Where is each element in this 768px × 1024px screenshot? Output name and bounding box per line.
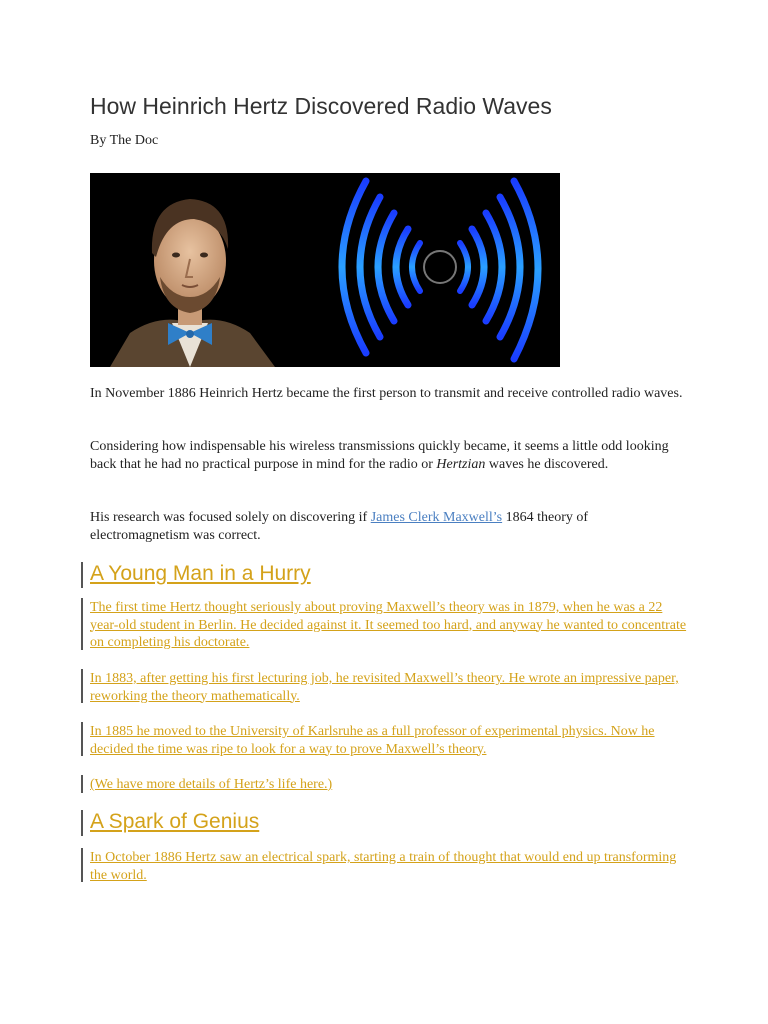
- hertzian-emphasis: Hertzian: [436, 456, 486, 472]
- heading-marker: [81, 810, 83, 836]
- paragraph-marker: [81, 598, 83, 650]
- radio-waves-icon: [342, 181, 538, 359]
- article-title: How Heinrich Hertz Discovered Radio Waves: [90, 93, 552, 119]
- section1-paragraph-1[interactable]: The first time Hertz thought seriously about proving Maxwell’s theory was in 1879, when he was a 22 year-old student in Berlin. He decided against it. It seemed too hard, and anyway he wanted to concentrate on completing his doctorate.: [90, 600, 687, 650]
- paragraph-marker: [81, 775, 83, 793]
- section2-paragraph-1[interactable]: In October 1886 Hertz saw an electrical spark, starting a train of thought that would end up transforming the world.: [90, 850, 677, 883]
- heinrich-hertz-portrait-icon: [110, 199, 275, 367]
- maxwell-link[interactable]: James Clerk Maxwell’s: [370, 510, 503, 525]
- paragraph-marker: [81, 848, 83, 882]
- section1-paragraph-3[interactable]: In 1885 he moved to the University of Karlsruhe as a full professor of experimental physics. Now he decided the time was ripe to look for a way to prove Maxwell’s theory.: [90, 724, 655, 757]
- section-heading-young-man: A Young Man in a Hurry: [90, 562, 311, 585]
- heading-marker: [81, 562, 83, 588]
- intro-paragraph-2: Considering how indispensable his wireless transmissions quickly became, it seems a little odd looking back that he had no practical purpose in mind for the radio or Hertzian waves he discovered.: [90, 439, 669, 472]
- intro-paragraph-3: His research was focused solely on discovering if James Clerk Maxwell’s 1864 theory of electromagnetism was correct.: [90, 510, 589, 543]
- section1-paragraph-2[interactable]: In 1883, after getting his first lecturing job, he revisited Maxwell’s theory. He wrote an impressive paper, reworking the theory mathematically.: [90, 671, 679, 704]
- section-heading-spark: A Spark of Genius: [90, 810, 260, 833]
- intro-paragraph-1: In November 1886 Heinrich Hertz became the first person to transmit and receive controlled radio waves.: [90, 386, 683, 401]
- byline: By The Doc: [90, 133, 159, 148]
- hero-image: [90, 173, 560, 367]
- paragraph-marker: [81, 722, 83, 756]
- paragraph-marker: [81, 669, 83, 703]
- hertz-life-link[interactable]: (We have more details of Hertz’s life here.): [90, 777, 333, 792]
